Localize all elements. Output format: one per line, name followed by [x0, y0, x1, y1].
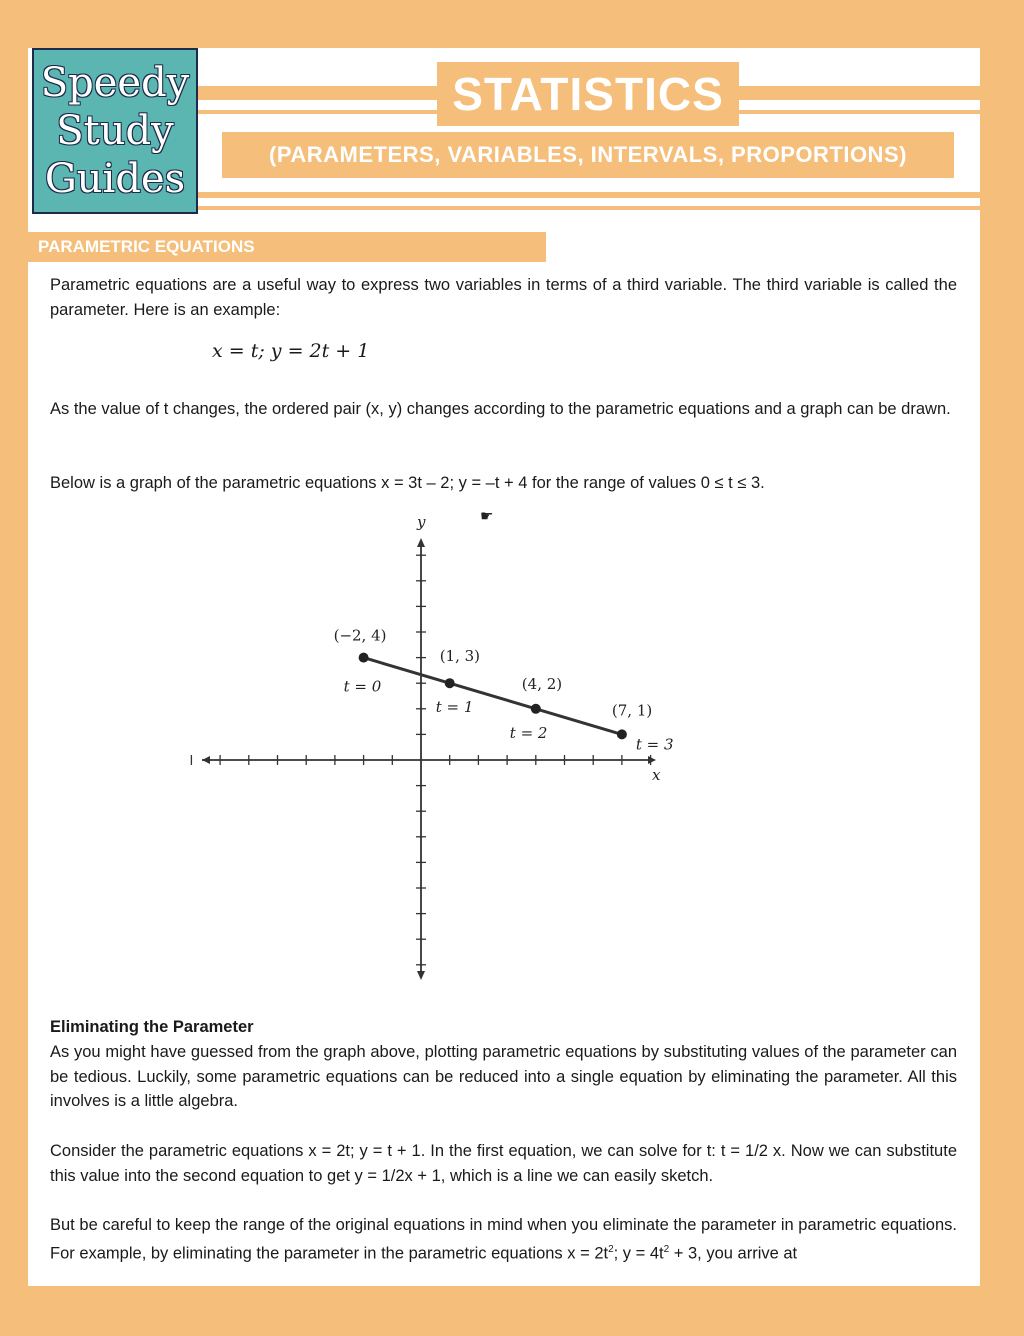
- t-label-1: t = 1: [435, 698, 474, 717]
- point-label-t0: (−2, 4): [333, 626, 387, 645]
- y-axis-arrow-up: [417, 538, 425, 547]
- data-point-t1: [445, 678, 455, 688]
- y-axis-arrow-down: [417, 971, 425, 980]
- point-label-t1: (1, 3): [439, 647, 481, 666]
- section-header: [28, 232, 546, 262]
- t-label-0: t = 0: [343, 677, 382, 696]
- t-label-2: t = 2: [509, 723, 548, 742]
- section-title: PARAMETRIC EQUATIONS: [38, 237, 255, 256]
- logo-line-1: Speedy: [40, 60, 190, 106]
- paragraph-careful-part-1: But be careful to keep the range of the original equations in mind when you eliminate the parameter in parametric equations. For example, by eliminating the parameter in the parametric equations x = 2t: [50, 1216, 957, 1262]
- data-point-t0: [359, 653, 369, 663]
- point-label-t3: (7, 1): [611, 701, 653, 720]
- page-title-text: STATISTICS: [452, 68, 724, 120]
- logo: [32, 48, 198, 214]
- paragraph-ordered-pair: As the value of t changes, the ordered pair (x, y) changes according to the parametric equations and a graph can be drawn.: [50, 400, 951, 418]
- x-axis-arrow-left: [202, 756, 210, 764]
- superscript-2: 2: [663, 1243, 670, 1255]
- parametric-line: [364, 658, 622, 735]
- paragraph-careful: [50, 1213, 957, 1266]
- data-point-t2: [531, 704, 541, 714]
- paragraph-example: Consider the parametric equations x = 2t; y = t + 1. In the first equation, we can solve for t: t = 1/2 x. Now we can substitute this value into the second equation to get y = 1/2x + 1, which is a line we can easily sketch.: [50, 1142, 957, 1185]
- logo-line-3: Guides: [44, 156, 186, 202]
- paragraph-graph-intro: Below is a graph of the parametric equations x = 3t – 2; y = –t + 4 for the range of values 0 ≤ t ≤ 3.: [50, 474, 765, 492]
- paragraph-careful-part-3: + 3, you arrive at: [669, 1244, 798, 1262]
- cursor-icon: ☛: [480, 507, 494, 525]
- parametric-graph: [190, 505, 680, 990]
- superscript-1: 2: [608, 1243, 614, 1255]
- point-label-t2: (4, 2): [521, 674, 563, 693]
- paragraph-intro: Parametric equations are a useful way to express two variables in terms of a third variable. The third variable is called the parameter. Here is an example:: [50, 276, 957, 319]
- x-axis-label: x: [652, 766, 661, 784]
- graph-axes: [191, 538, 656, 980]
- page-subtitle: [222, 132, 954, 178]
- header-stripe-low: [198, 192, 980, 198]
- data-points: [334, 627, 674, 754]
- logo-line-2: Study: [56, 108, 174, 154]
- header-stripe-bottom: [198, 206, 980, 210]
- page-subtitle-text: (PARAMETERS, VARIABLES, INTERVALS, PROPORTIONS): [269, 142, 907, 167]
- data-point-t3: [617, 729, 627, 739]
- x-axis-arrow-right: [648, 756, 656, 764]
- subheading-eliminating: Eliminating the Parameter: [50, 1018, 254, 1036]
- paragraph-eliminating: As you might have guessed from the graph above, plotting parametric equations by substituting values of the parameter can be tedious. Luckily, some parametric equations can be reduced into a single equation by eliminating the parameter. All this involves is a little algebra.: [50, 1043, 957, 1110]
- page-title: [437, 62, 739, 126]
- y-axis-label: y: [417, 513, 426, 531]
- paragraph-careful-part-2: ; y = 4t: [613, 1244, 664, 1262]
- t-label-3: t = 3: [635, 735, 674, 754]
- example-equation: x = t; y = 2t + 1: [212, 340, 370, 362]
